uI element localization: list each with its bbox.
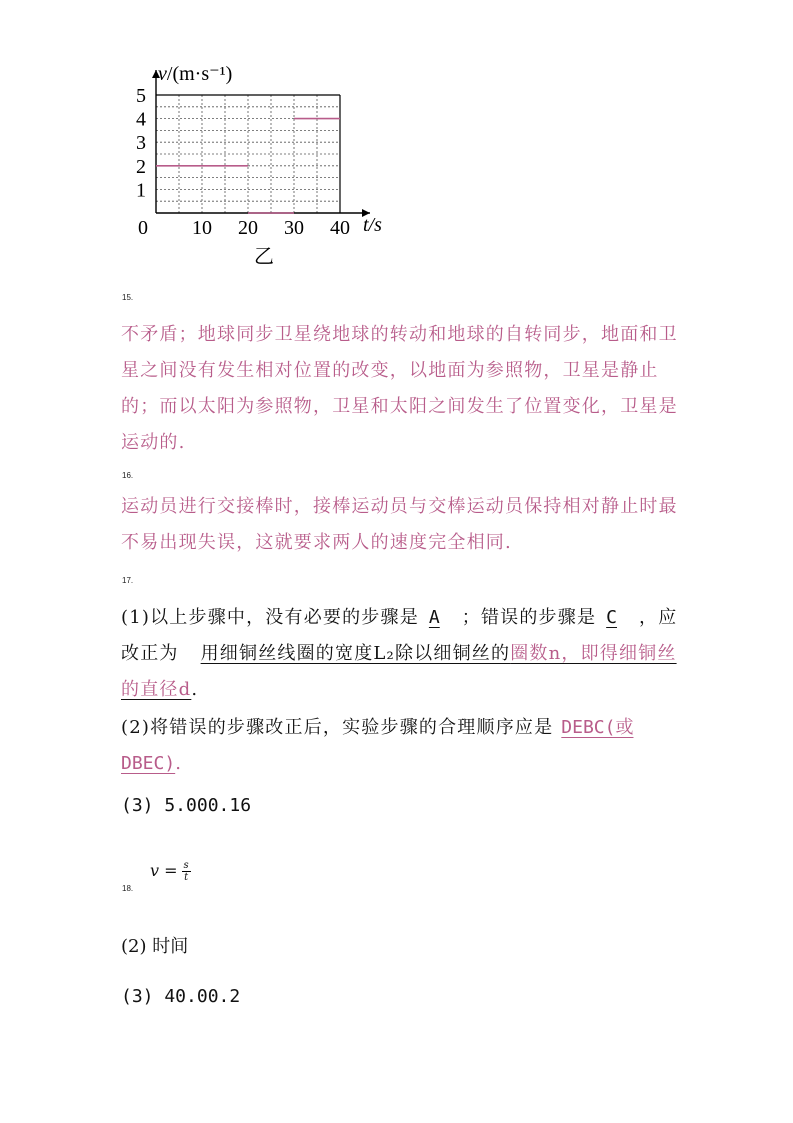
answer-18-part-3: (3) 40.00.2 (121, 986, 241, 1007)
blank-correction (121, 643, 677, 700)
x-tick-label: 30 (284, 217, 304, 239)
question-number-18: 18. (122, 884, 134, 893)
chart-grid (156, 95, 340, 213)
part1-prefix: (1)以上步骤中，没有必要的步骤是 (121, 607, 419, 628)
answer-17-part-2 (121, 710, 681, 782)
chart-caption: 乙 (254, 246, 274, 268)
part1-mid2: ，应改正为 (121, 607, 678, 664)
answer-17-part-1 (121, 600, 681, 708)
correction-black: 用细铜丝线圈的宽度L₂除以细铜丝的 (200, 643, 511, 664)
blank-unnecessary-step: A (428, 607, 440, 628)
velocity-time-chart (120, 55, 400, 270)
x-tick-label: 10 (192, 217, 212, 239)
part2-end: . (175, 753, 183, 774)
formula-speed: v = $\frac{s}{t}$ (150, 860, 189, 883)
chart-x-axis-label: t/s (363, 214, 382, 236)
chart-y-axis-label: v/(m·s⁻¹) (158, 63, 233, 85)
y-tick-label: 3 (136, 132, 146, 155)
part2-prefix: (2)将错误的步骤改正后，实验步骤的合理顺序应是 (121, 717, 554, 738)
answer-16: 运动员进行交接棒时，接棒运动员与交棒运动员保持相对静止时最不易出现失误，这就要求两人的速度完全相同. (121, 496, 678, 553)
blank-wrong-step: C (606, 607, 617, 628)
answer-18-part-2: (2) 时间 (121, 936, 189, 957)
question-number-15: 15. (122, 293, 134, 302)
correction-pink: 圈数n，即得细铜丝的直径d (121, 643, 677, 700)
x-tick-label: 20 (238, 217, 258, 239)
y-tick-label: 5 (136, 85, 146, 107)
chart-tick-labels (136, 85, 350, 239)
y-tick-label: 1 (136, 179, 146, 202)
y-tick-label: 2 (136, 155, 146, 178)
question-number-16: 16. (122, 471, 134, 480)
y-tick-label: 4 (136, 108, 146, 131)
answer-15: 不矛盾；地球同步卫星绕地球的转动和地球的自转同步，地面和卫星之间没有发生相对位置的改变，以地面为参照物，卫星是静止的；而以太阳为参照物，卫星和太阳之间发生了位置变化，卫星是运动的. (121, 324, 678, 453)
chart-axes (152, 70, 370, 217)
part1-mid: ；错误的步骤是 (461, 607, 597, 628)
blank-order: DEBC(或DBEC) (121, 717, 634, 774)
answer-17-part-3: (3) 5.000.16 (121, 795, 252, 816)
part1-end: . (191, 679, 199, 700)
x-tick-label: 0 (138, 217, 148, 239)
question-number-17: 17. (122, 576, 134, 585)
x-tick-label: 40 (330, 217, 350, 239)
